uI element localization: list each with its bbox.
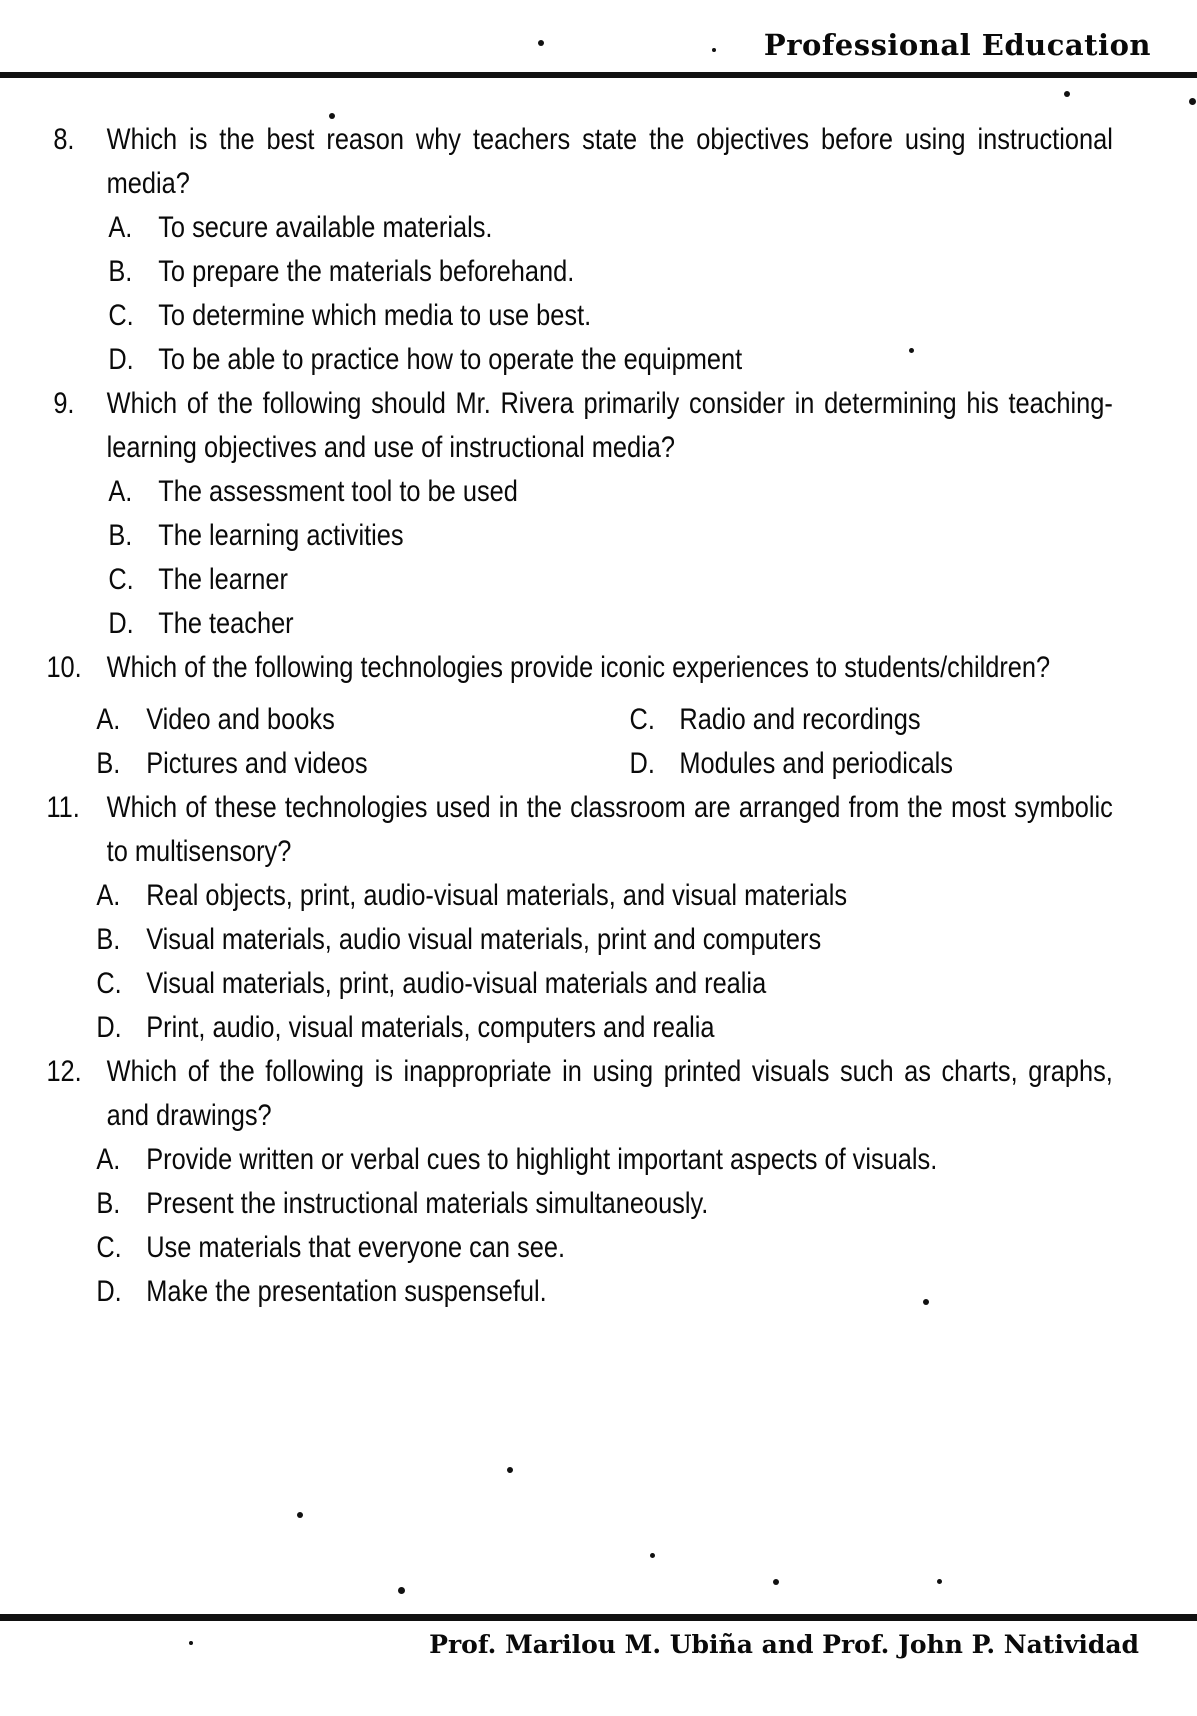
scan-speck (538, 40, 544, 46)
option-text: Visual materials, audio visual materials, print and computers (146, 923, 822, 956)
option-text: The learner (158, 563, 288, 596)
option-letter: B. (96, 747, 121, 780)
option-a (108, 470, 1029, 514)
option-c (108, 558, 1029, 602)
option-d (108, 338, 1029, 382)
option-a (96, 1138, 1029, 1182)
option-text: Video and books (146, 703, 335, 736)
option-letter: D. (629, 747, 655, 780)
option-letter: B. (108, 255, 133, 288)
question-number: 9. (53, 387, 75, 420)
question-list (0, 118, 1113, 1314)
scan-speck (189, 1641, 193, 1645)
option-c (96, 962, 1029, 1006)
option-list (108, 470, 1029, 646)
option-text: To prepare the materials beforehand. (158, 255, 575, 288)
option-d (96, 1006, 1029, 1050)
option-letter: C. (108, 563, 134, 596)
question-number: 8. (53, 123, 75, 156)
option-list (108, 206, 1029, 382)
option-letter: C. (96, 967, 122, 1000)
option-letter: A. (96, 879, 121, 912)
question-number: 12. (46, 1055, 82, 1088)
option-letter: B. (108, 519, 133, 552)
scan-speck (909, 348, 914, 353)
option-text: The learning activities (158, 519, 404, 552)
option-d (96, 1270, 1029, 1314)
option-text: Make the presentation suspenseful. (146, 1275, 547, 1308)
footer-rule (0, 1614, 1197, 1621)
scan-speck (650, 1553, 655, 1558)
option-text: Visual materials, print, audio-visual materials and realia (146, 967, 767, 1000)
question-10 (46, 646, 1051, 786)
footer-authors: Prof. Marilou M. Ubiña and Prof. John P. Natividad (429, 1630, 1139, 1659)
option-text: To secure available materials. (158, 211, 493, 244)
running-header-title: Professional Education (763, 28, 1151, 62)
option-text: The assessment tool to be used (158, 475, 518, 508)
scan-speck (398, 1587, 405, 1594)
question-11 (46, 786, 1113, 1050)
option-letter: D. (108, 607, 134, 640)
option-letter: C. (629, 703, 655, 736)
question-stem: Which is the best reason why teachers state the objectives before using instructional media? (106, 123, 1113, 200)
option-text: Pictures and videos (146, 747, 368, 780)
option-text: Print, audio, visual materials, computers and realia (146, 1011, 715, 1044)
question-number: 10. (46, 651, 82, 684)
option-text: Present the instructional materials simultaneously. (146, 1187, 709, 1220)
option-letter: A. (96, 703, 121, 736)
scan-speck (712, 48, 716, 52)
option-letter: A. (108, 475, 133, 508)
question-stem: Which of the following technologies provide iconic experiences to students/children? (106, 651, 1051, 684)
option-letter: D. (96, 1011, 122, 1044)
scan-speck (923, 1299, 929, 1305)
scan-speck (329, 113, 335, 119)
option-b (108, 514, 1029, 558)
option-list (96, 1138, 1029, 1314)
question-stem: Which of the following is inappropriate in using printed visuals such as charts, graphs, and drawings? (106, 1055, 1113, 1132)
scan-speck (1064, 91, 1070, 97)
option-text: Use materials that everyone can see. (146, 1231, 566, 1264)
option-letter: B. (96, 1187, 121, 1220)
option-letter: C. (96, 1231, 122, 1264)
scan-speck (297, 1512, 303, 1518)
question-12 (46, 1050, 1113, 1314)
option-list (96, 874, 1029, 1050)
header-rule (0, 72, 1197, 78)
option-text: Real objects, print, audio-visual materials, and visual materials (146, 879, 848, 912)
option-b (108, 250, 1029, 294)
scan-speck (773, 1579, 779, 1585)
option-list (96, 698, 1029, 786)
scan-speck (1189, 98, 1196, 105)
option-text: The teacher (158, 607, 294, 640)
scan-speck (507, 1467, 513, 1473)
option-letter: C. (108, 299, 134, 332)
question-stem: Which of these technologies used in the classroom are arranged from the most symbolic to multisensory? (106, 791, 1113, 868)
option-b (96, 1182, 1029, 1226)
option-letter: B. (96, 923, 121, 956)
question-9 (53, 382, 1113, 646)
question-stem: Which of the following should Mr. Rivera primarily consider in determining his teaching- learning objectives and use of instructional media? (106, 387, 1113, 464)
question-number: 11. (46, 791, 80, 824)
option-text: Modules and periodicals (679, 747, 954, 780)
scan-speck (937, 1579, 942, 1584)
option-d (108, 602, 1029, 646)
option-c (108, 294, 1029, 338)
option-a (96, 874, 1029, 918)
option-letter: A. (108, 211, 133, 244)
option-text: To be able to practice how to operate the equipment (158, 343, 743, 376)
option-c (96, 1226, 1029, 1270)
option-a (108, 206, 1029, 250)
question-8 (53, 118, 1113, 382)
option-letter: D. (96, 1275, 122, 1308)
option-letter: D. (108, 343, 134, 376)
option-text: To determine which media to use best. (158, 299, 592, 332)
option-text: Radio and recordings (679, 703, 921, 736)
option-text: Provide written or verbal cues to highlight important aspects of visuals. (146, 1143, 938, 1176)
option-b (96, 918, 1029, 962)
option-letter: A. (96, 1143, 121, 1176)
